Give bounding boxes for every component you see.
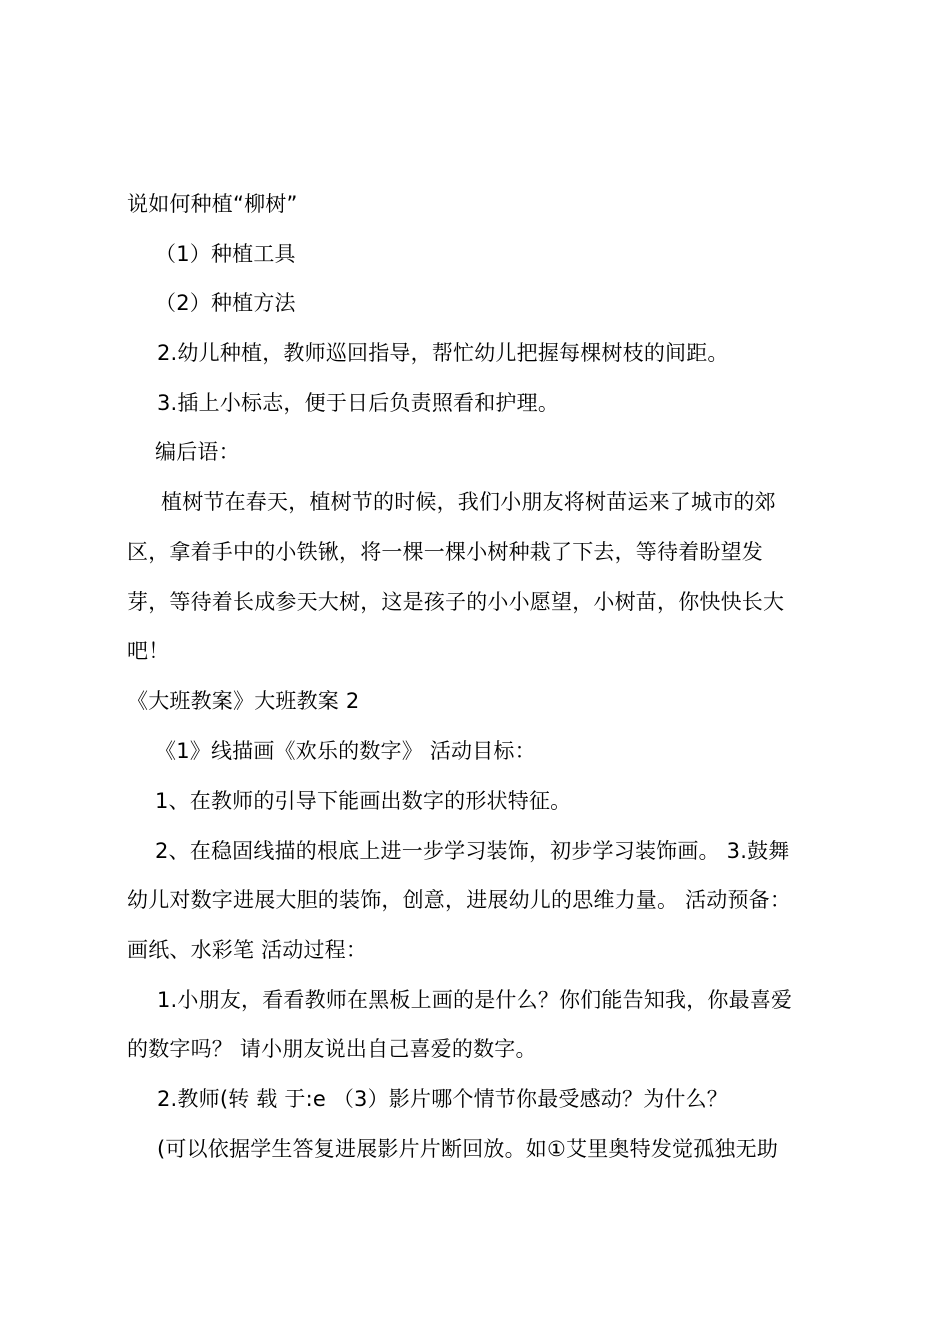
text-line: 芽，等待着长成参天大树，这是孩子的小小愿望，小树苗，你快快长大	[127, 590, 785, 614]
text-line: 植树节在春天，植树节的时候，我们小朋友将树苗运来了城市的郊	[161, 490, 776, 514]
text-line: 2.教师(转 载 于:e （3）影片哪个情节你最受感动？为什么？	[157, 1087, 729, 1111]
text-line: 吧！	[127, 639, 170, 663]
text-line: 2、在稳固线描的根底上进一步学习装饰，初步学习装饰画。 3.鼓舞	[155, 839, 790, 863]
document-title: 《大班教案》大班教案 2	[127, 689, 360, 713]
text-line: 区，拿着手中的小铁锹，将一棵一棵小树种栽了下去，等待着盼望发	[127, 540, 763, 564]
text-line: 说如何种植“柳树”	[127, 192, 298, 216]
text-line: 1.小朋友，看看教师在黑板上画的是什么？你们能告知我，你最喜爱	[157, 988, 793, 1012]
text-line: 3.插上小标志，便于日后负责照看和护理。	[157, 391, 560, 415]
text-line: （2）种植方法	[155, 291, 296, 315]
text-line: 1、在教师的引导下能画出数字的形状特征。	[155, 789, 572, 813]
text-line: (可以依据学生答复进展影片片断回放。如①艾里奥特发觉孤独无助	[157, 1137, 779, 1161]
section-heading: 编后语：	[155, 440, 240, 464]
text-line: 幼儿对数字进展大胆的装饰，创意，进展幼儿的思维力量。 活动预备：	[127, 888, 792, 912]
text-line: 2.幼儿种植，教师巡回指导，帮忙幼儿把握每棵树枝的间距。	[157, 341, 729, 365]
text-line: 《1》线描画《欢乐的数字》 活动目标：	[155, 739, 536, 763]
text-line: 画纸、水彩笔 活动过程：	[127, 938, 368, 962]
text-line: 的数字吗？ 请小朋友说出自己喜爱的数字。	[127, 1037, 537, 1061]
text-line: （1）种植工具	[155, 242, 296, 266]
